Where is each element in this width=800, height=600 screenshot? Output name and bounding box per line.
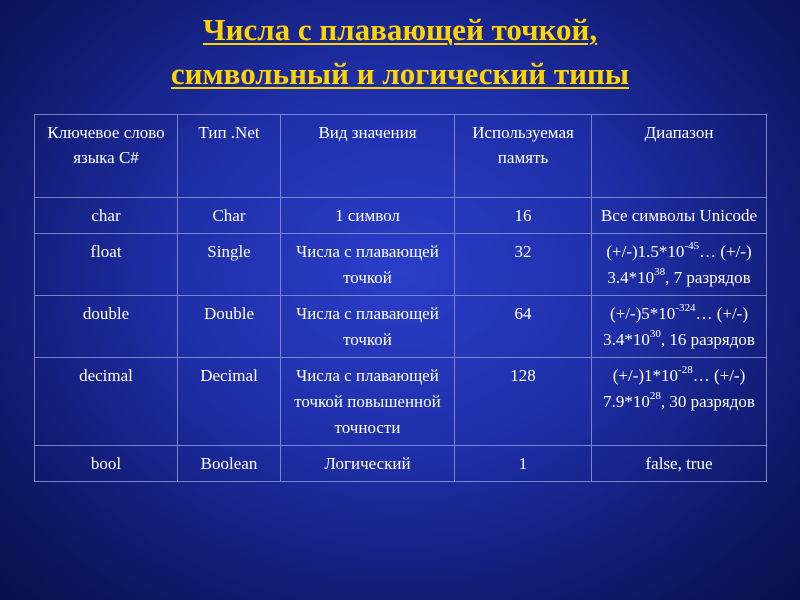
header-cell-keyword: Ключевое слово языка С# bbox=[35, 115, 178, 198]
cell-keyword: double bbox=[35, 296, 178, 358]
header-cell-range: Диапазон bbox=[592, 115, 767, 198]
cell-kind: Логический bbox=[281, 446, 455, 482]
cell-net-type: Char bbox=[178, 198, 281, 234]
cell-memory: 128 bbox=[455, 358, 592, 446]
header-cell-memory: Используемая память bbox=[455, 115, 592, 198]
header-cell-net-type: Тип .Net bbox=[178, 115, 281, 198]
cell-memory: 1 bbox=[455, 446, 592, 482]
cell-keyword: float bbox=[35, 234, 178, 296]
cell-kind: Числа с плавающей точкой bbox=[281, 234, 455, 296]
types-table bbox=[34, 114, 767, 482]
cell-range: $(+/-)1*10^{-28}\dots$ (+/-) $7.9*10^{28}$, 30 разрядов bbox=[592, 358, 767, 446]
cell-kind: Числа с плавающей точкой повышенной точности bbox=[281, 358, 455, 446]
table-row bbox=[35, 234, 767, 296]
cell-keyword: char bbox=[35, 198, 178, 234]
slide-title bbox=[0, 8, 800, 96]
table-row bbox=[35, 198, 767, 234]
cell-range: false, true bbox=[592, 446, 767, 482]
cell-range: $(+/-)5*10^{-324}\dots$ (+/-) $3.4*10^{30}$, 16 разрядов bbox=[592, 296, 767, 358]
cell-keyword: bool bbox=[35, 446, 178, 482]
table-row bbox=[35, 446, 767, 482]
cell-net-type: Double bbox=[178, 296, 281, 358]
table-row bbox=[35, 358, 767, 446]
cell-range: $(+/-)1.5*10^{-45}\dots$ (+/-) $3.4*10^{38}$, 7 разрядов bbox=[592, 234, 767, 296]
cell-memory: 64 bbox=[455, 296, 592, 358]
table-header-row bbox=[35, 115, 767, 198]
cell-keyword: decimal bbox=[35, 358, 178, 446]
cell-net-type: Single bbox=[178, 234, 281, 296]
title-line-1: Числа с плавающей точкой, bbox=[202, 12, 598, 47]
header-cell-kind: Вид значения bbox=[281, 115, 455, 198]
cell-net-type: Decimal bbox=[178, 358, 281, 446]
cell-net-type: Boolean bbox=[178, 446, 281, 482]
table-row bbox=[35, 296, 767, 358]
cell-range: Все символы Unicode bbox=[592, 198, 767, 234]
cell-kind: Числа с плавающей точкой bbox=[281, 296, 455, 358]
cell-kind: 1 символ bbox=[281, 198, 455, 234]
cell-memory: 16 bbox=[455, 198, 592, 234]
cell-memory: 32 bbox=[455, 234, 592, 296]
title-line-2: символьный и логический типы bbox=[170, 56, 630, 91]
